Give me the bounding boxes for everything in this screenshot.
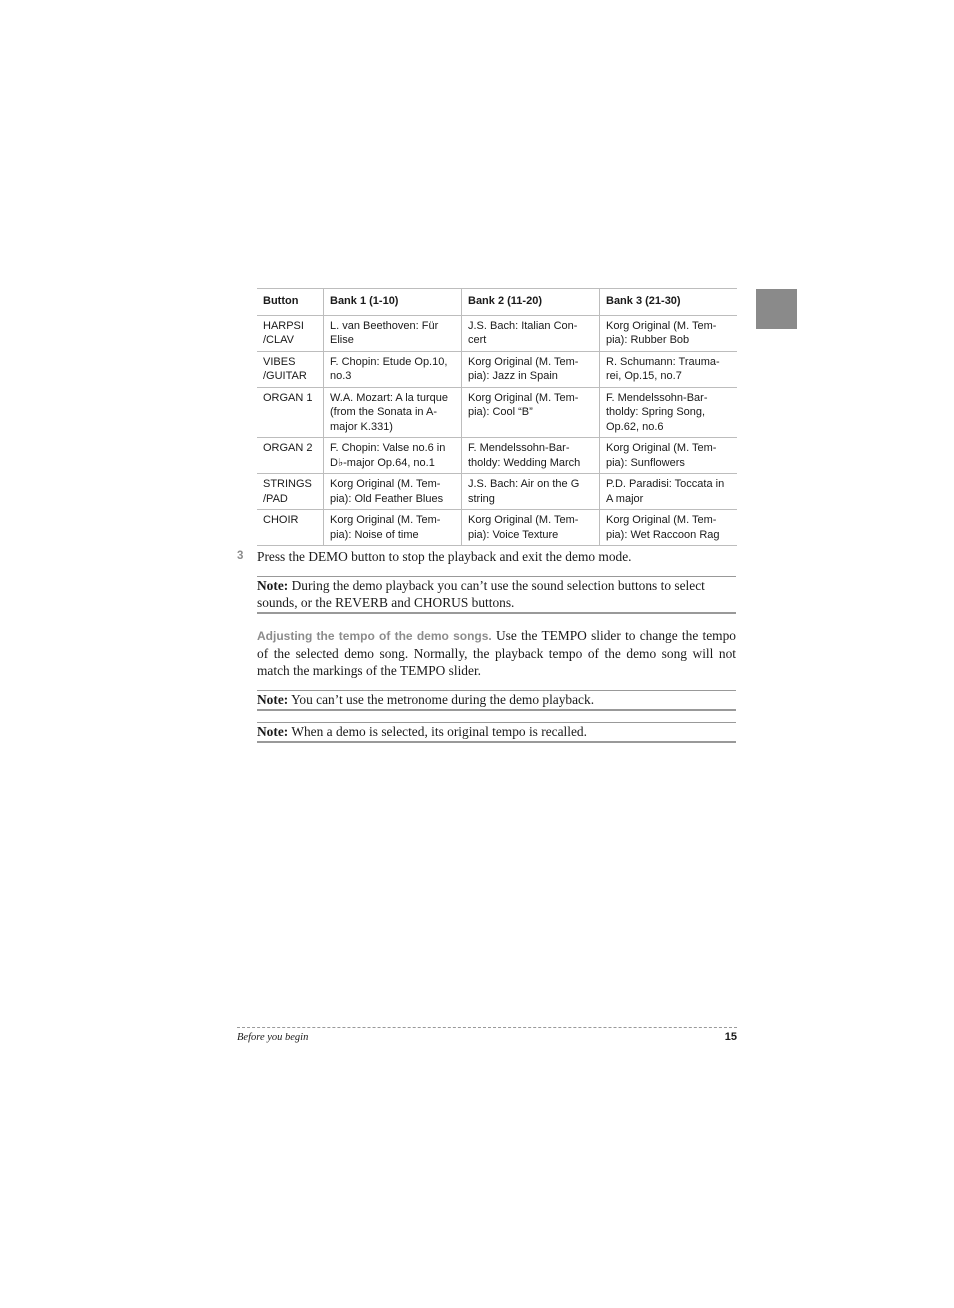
footer-section-title: Before you begin	[237, 1032, 309, 1043]
tempo-paragraph	[257, 627, 736, 679]
header-bank-2: Bank 2 (11-20)	[462, 289, 600, 316]
song-cell: Korg Original (M. Tem-pia): Jazz in Spain	[462, 351, 600, 387]
song-cell: Korg Original (M. Tem-pia): Wet Raccoon Rag	[600, 510, 738, 546]
song-cell: J.S. Bach: Air on the G string	[462, 474, 600, 510]
note-demo-restrictions	[257, 576, 736, 614]
song-cell: L. van Beethoven: Für Elise	[324, 315, 462, 351]
table-row	[257, 315, 737, 351]
song-cell: R. Schumann: Trauma-rei, Op.15, no.7	[600, 351, 738, 387]
song-cell: F. Mendelssohn-Bar-tholdy: Spring Song, Op.62, no.6	[600, 387, 738, 438]
song-cell: Korg Original (M. Tem-pia): Sunflowers	[600, 438, 738, 474]
step-text: Press the DEMO button to stop the playback and exit the demo mode.	[257, 549, 632, 564]
note-label: Note:	[257, 578, 289, 593]
note-tempo-recall	[257, 722, 736, 743]
song-cell: J.S. Bach: Italian Con-cert	[462, 315, 600, 351]
note-label: Note:	[257, 724, 289, 739]
tempo-heading: Adjusting the tempo of the demo songs.	[257, 629, 492, 643]
tempo-text: Use the TEMPO slider to change the tempo of the selected demo song. Normally, the playback tempo of the demo song will not match the markings of the TEMPO slider.	[257, 628, 736, 678]
song-cell: Korg Original (M. Tem-pia): Cool “B”	[462, 387, 600, 438]
button-name-cell: ORGAN 1	[257, 387, 324, 438]
song-cell: Korg Original (M. Tem-pia): Old Feather Blues	[324, 474, 462, 510]
song-cell: Korg Original (M. Tem-pia): Noise of time	[324, 510, 462, 546]
demo-songs-table	[257, 288, 737, 546]
table-body	[257, 315, 737, 546]
button-name-cell: ORGAN 2	[257, 438, 324, 474]
header-button: Button	[257, 289, 324, 316]
song-cell: W.A. Mozart: A la turque (from the Sonata in A-major K.331)	[324, 387, 462, 438]
song-cell: F. Chopin: Valse no.6 in D♭-major Op.64, no.1	[324, 438, 462, 474]
header-bank-1: Bank 1 (1-10)	[324, 289, 462, 316]
button-name-cell: VIBES /GUITAR	[257, 351, 324, 387]
page-number: 15	[724, 1031, 737, 1043]
table-header-row	[257, 289, 737, 316]
song-cell: F. Mendelssohn-Bar-tholdy: Wedding March	[462, 438, 600, 474]
step-number: 3	[237, 550, 244, 562]
note-text: When a demo is selected, its original tempo is recalled.	[288, 724, 587, 739]
button-name-cell: CHOIR	[257, 510, 324, 546]
button-name-cell: HARPSI /CLAV	[257, 315, 324, 351]
footer-divider	[237, 1027, 737, 1028]
section-tab-marker	[756, 289, 797, 329]
note-text: During the demo playback you can’t use the sound selection buttons to select sounds, or the REVERB and CHORUS buttons.	[257, 578, 705, 610]
note-metronome	[257, 690, 736, 711]
table-row	[257, 351, 737, 387]
note-label: Note:	[257, 692, 289, 707]
table-row	[257, 438, 737, 474]
table-row	[257, 510, 737, 546]
table-row	[257, 387, 737, 438]
note-text: You can’t use the metronome during the demo playback.	[288, 692, 595, 707]
song-cell: Korg Original (M. Tem-pia): Voice Texture	[462, 510, 600, 546]
button-name-cell: STRINGS /PAD	[257, 474, 324, 510]
header-bank-3: Bank 3 (21-30)	[600, 289, 738, 316]
table-row	[257, 474, 737, 510]
song-cell: F. Chopin: Etude Op.10, no.3	[324, 351, 462, 387]
song-cell: Korg Original (M. Tem-pia): Rubber Bob	[600, 315, 738, 351]
song-cell: P.D. Paradisi: Toccata in A major	[600, 474, 738, 510]
